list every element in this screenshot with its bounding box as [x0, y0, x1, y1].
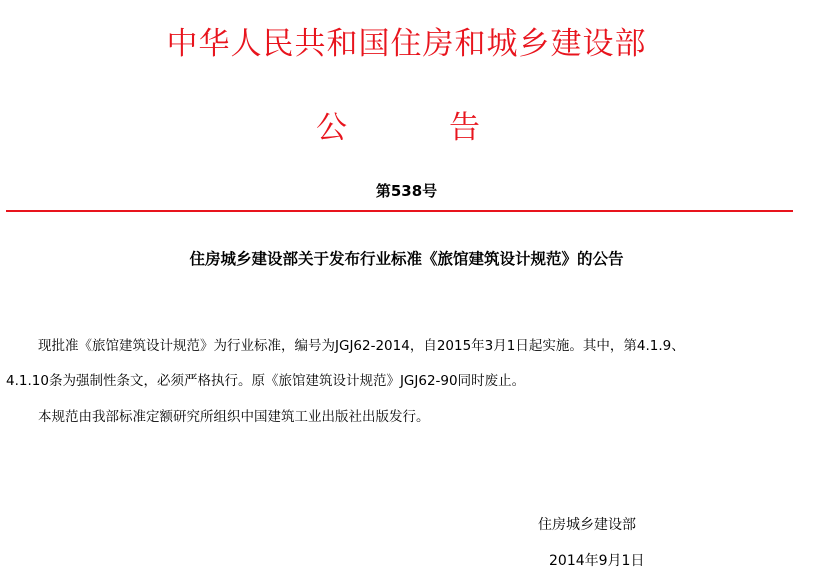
body-paragraph-1-continued: 4.1.10条为强制性条文，必须严格执行。原《旅馆建筑设计规范》JGJ62-90同时废止。: [6, 373, 526, 389]
document-heading: 住房城乡建设部关于发布行业标准《旅馆建筑设计规范》的公告: [189, 250, 624, 268]
notice-title-char-1: 公: [316, 110, 347, 146]
organization-title: 中华人民共和国住房和城乡建设部: [166, 26, 647, 62]
red-divider-line: [6, 210, 793, 212]
issue-number: 第538号: [375, 182, 438, 200]
issue-date: 2014年9月1日: [549, 553, 645, 569]
body-paragraph-2: 本规范由我部标准定额研究所组织中国建筑工业出版社出版发行。: [38, 409, 430, 425]
body-paragraph-1: 现批准《旅馆建筑设计规范》为行业标准，编号为JGJ62-2014，自2015年3月1日起实施。其中，第4.1.9、: [38, 338, 685, 354]
issuer-name: 住房城乡建设部: [538, 517, 636, 533]
notice-title-char-2: 告: [449, 110, 480, 146]
